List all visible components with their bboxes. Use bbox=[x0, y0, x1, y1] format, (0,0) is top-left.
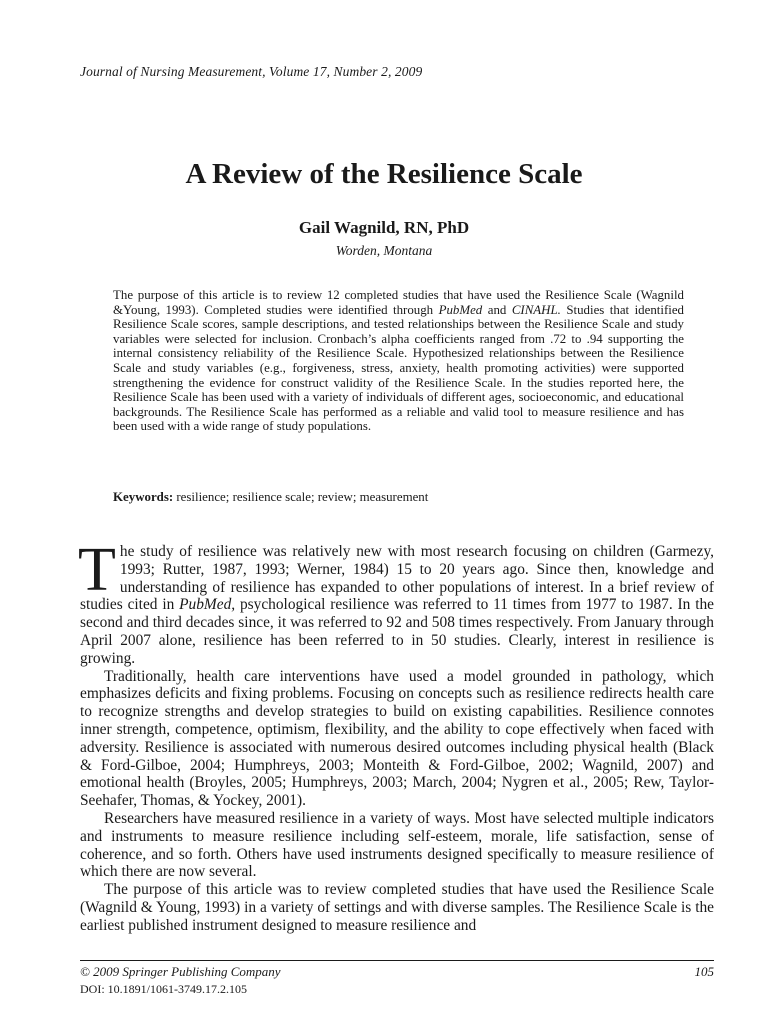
body-pubmed: PubMed, bbox=[179, 596, 236, 614]
body-paragraph bbox=[78, 536, 714, 668]
keywords bbox=[113, 490, 428, 505]
abstract-cinahl: CINAHL. bbox=[511, 302, 561, 317]
article-body bbox=[78, 536, 714, 935]
body-text: he study of resilience was relatively new with most research focusing on children (Garmezy, 1993; Rutter, 1987, 1993; Werner, 1984) 15 to 20 years ago. Since then, knowledge and understanding of resilience has expanded to other populations of interest. In a brief review of studies cited in bbox=[80, 543, 714, 614]
body-text: psychological resilience was referred to 11 times from 1977 to 1987. In the second and third decades since, it was referred to 92 and 508 times respectively. From January through April 2007 alone, resilience has been referred to in 50 studies. Clearly, interest in resilience is growing. bbox=[80, 596, 714, 667]
body-paragraph: Researchers have measured resilience in a variety of ways. Most have selected multiple indicators and instruments to measure resilience including self-esteem, morale, life satisfaction, sense of coherence, and so forth. Others have used instruments designed specifically to measure resilience of which there are now several. bbox=[80, 809, 714, 881]
abstract bbox=[113, 288, 684, 434]
copyright-notice: © 2009 Springer Publishing Company bbox=[80, 964, 281, 979]
article-title: A Review of the Resilience Scale bbox=[185, 158, 583, 190]
body-paragraph: Traditionally, health care interventions have used a model grounded in pathology, which emphasizes deficits and fixing problems. Focusing on concepts such as resilience redirects health care to recognize strengths and develop strategies to build on existing capabilities. Resilience connotes inner strength, competence, optimism, flexibility, and the ability to cope effectively when faced with adversity. Resilience is associated with numerous desired outcomes including physical health (Black & Ford-Gilboe, 2004; Humphreys, 2003; Monteith & Ford-Gilboe, 2002; Wagnild, 2007) and emotional health (Broyles, 2005; Humphreys, 2003; March, 2004; Nygren et al., 2005; Rew, Taylor-Seehafer, Thomas, & Yockey, 2001). bbox=[80, 667, 714, 810]
author-affiliation: Worden, Montana bbox=[335, 243, 433, 258]
drop-cap: T bbox=[78, 536, 116, 604]
body-paragraph: The purpose of this article was to review completed studies that have used the Resilience Scale (Wagnild & Young, 1993) in a variety of settings and with diverse samples. The Resilience Scale is the earliest published instrument designed to measure resilience and bbox=[80, 881, 714, 934]
abstract-text: The purpose of this article is to review 12 completed studies that have used the Resilience Scale (Wagnild &Young, 1993). Completed studies were identified through bbox=[113, 288, 684, 317]
author-name: Gail Wagnild, RN, PhD bbox=[298, 218, 470, 237]
footer-divider bbox=[80, 960, 714, 961]
abstract-text: and bbox=[482, 302, 512, 317]
abstract-text: Studies that identified Resilience Scale scores, sample descriptions, and tested relationships between the Resilience Scale and study variables were selected for inclusion. Cronbach’s alpha coefficients ranged from .72 to .94 supporting the internal consistency reliability of the Resilience Scale. Hypothesized relationships between the Resilience Scale and study variables (e.g., forgiveness, stress, anxiety, health promoting activities) were supported strengthening the evidence for construct validity of the Resilience Scale. In the studies reported here, the Resilience Scale has been used with a variety of individuals of different ages, socioeconomic, and educational backgrounds. The Resilience Scale has performed as a reliable and valid tool to measure resilience and has been used with a wide range of study populations. bbox=[113, 302, 684, 434]
doi: DOI: 10.1891/1061-3749.17.2.105 bbox=[80, 982, 247, 996]
keywords-list: resilience; resilience scale; review; measurement bbox=[173, 490, 429, 504]
abstract-pubmed: PubMed bbox=[438, 302, 483, 317]
keywords-label: Keywords: bbox=[113, 490, 174, 504]
page-number: 105 bbox=[694, 964, 714, 979]
journal-citation: Journal of Nursing Measurement, Volume 17, Number 2, 2009 bbox=[80, 64, 423, 79]
